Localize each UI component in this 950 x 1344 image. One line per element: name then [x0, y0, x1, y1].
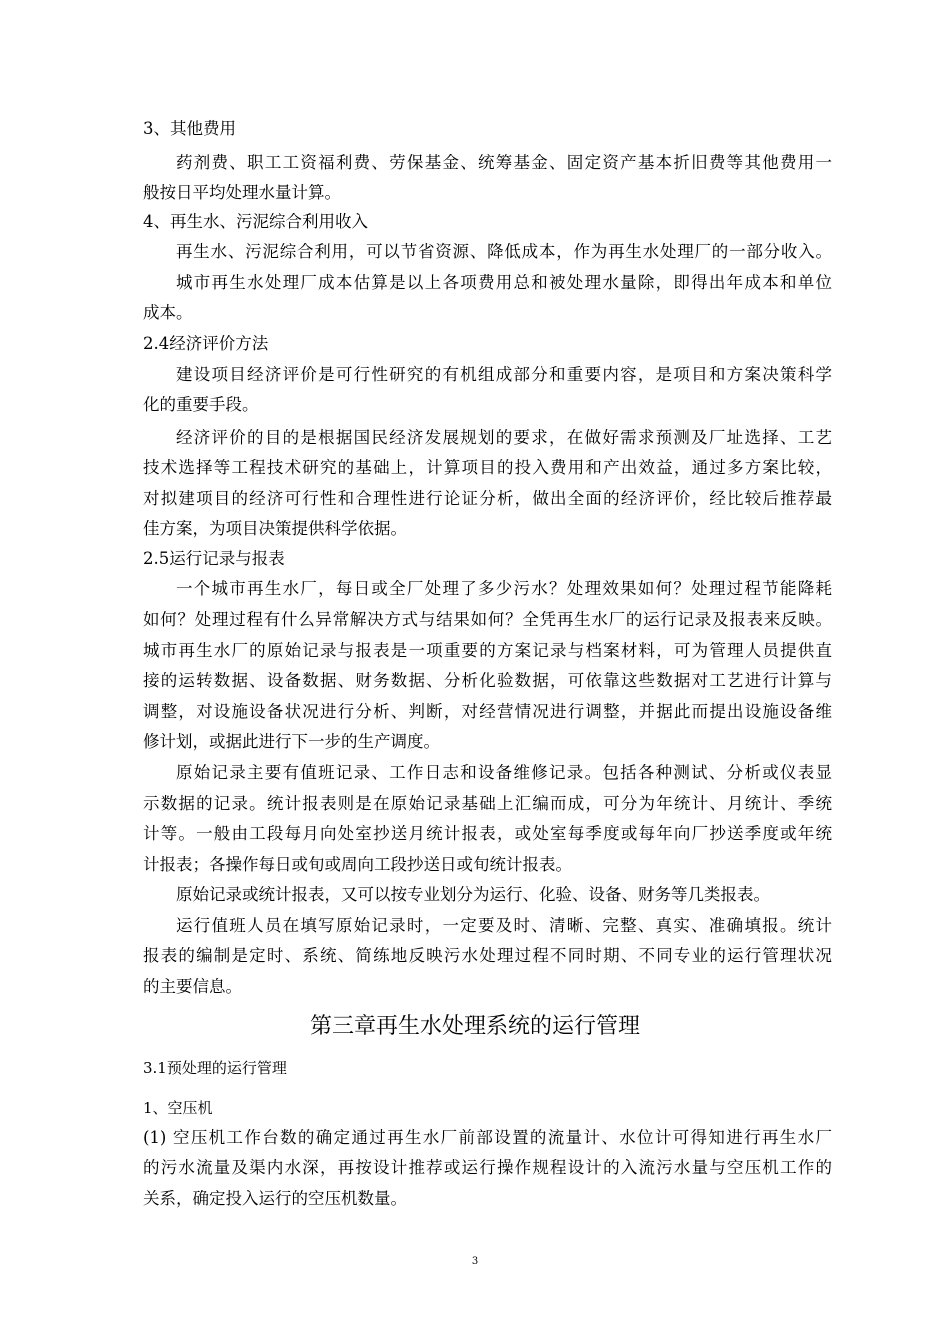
paragraph-line: 的污水流量及渠内水深，再按设计推荐或运行操作规程设计的入流污水量与空压机工作的 [143, 1158, 832, 1177]
paragraph-line: 一个城市再生水厂，每日或全厂处理了多少污水？处理效果如何？处理过程节能降耗 [176, 579, 832, 598]
section-heading: 2.4经济评价方法 [143, 334, 269, 353]
paragraph-line: 对拟建项目的经济可行性和合理性进行论证分析，做出全面的经济评价，经比较后推荐最 [143, 489, 832, 508]
paragraph-line: 接的运转数据、设备数据、财务数据、分析化验数据，可依靠这些数据对工艺进行计算与 [143, 671, 832, 690]
paragraph-line: 计报表；各操作每日或旬或周向工段抄送日或旬统计报表。 [143, 855, 572, 874]
paragraph-line: 建设项目经济评价是可行性研究的有机组成部分和重要内容，是项目和方案决策科学 [176, 365, 832, 384]
paragraph-line: 关系，确定投入运行的空压机数量。 [143, 1189, 407, 1208]
paragraph-line: 药剂费、职工工资福利费、劳保基金、统筹基金、固定资产基本折旧费等其他费用一 [176, 153, 832, 172]
paragraph-line: 修计划，或据此进行下一步的生产调度。 [143, 732, 440, 751]
paragraph-line: 技术选择等工程技术研究的基础上，计算项目的投入费用和产出效益，通过多方案比较， [143, 458, 832, 477]
paragraph-line: 经济评价的目的是根据国民经济发展规划的要求，在做好需求预测及厂址选择、工艺 [176, 428, 832, 447]
paragraph-line: 运行值班人员在填写原始记录时，一定要及时、清晰、完整、真实、准确填报。统计 [176, 916, 832, 935]
paragraph-line: 调整，对设施设备状况进行分析、判断，对经营情况进行调整，并据此而提出设施设备维 [143, 702, 832, 721]
paragraph-line: 报表的编制是定时、系统、简练地反映污水处理过程不同时期、不同专业的运行管理状况 [143, 946, 832, 965]
paragraph-line: 示数据的记录。统计报表则是在原始记录基础上汇编而成，可分为年统计、月统计、季统 [143, 794, 832, 813]
paragraph-line: 如何？处理过程有什么异常解决方式与结果如何？全凭再生水厂的运行记录及报表来反映。 [143, 610, 832, 629]
paragraph-line: 化的重要手段。 [143, 395, 259, 414]
chapter-title: 第三章再生水处理系统的运行管理 [309, 1014, 640, 1039]
section-heading: 3.1预处理的运行管理 [143, 1059, 287, 1077]
section-heading: 4、再生水、污泥综合利用收入 [143, 212, 368, 231]
paragraph-line: 城市再生水处理厂成本估算是以上各项费用总和被处理水量除，即得出年成本和单位 [176, 273, 832, 292]
paragraph-line: (1) 空压机工作台数的确定通过再生水厂前部设置的流量计、水位计可得知进行再生水厂 [143, 1128, 832, 1147]
paragraph-line: 计等。一般由工段每月向处室抄送月统计报表，或处室每季度或每年向厂抄送季度或年统 [143, 824, 832, 843]
paragraph-line: 城市再生水厂的原始记录与报表是一项重要的方案记录与档案材料，可为管理人员提供直 [143, 641, 832, 660]
page-number: 3 [471, 1256, 479, 1267]
paragraph-line: 的主要信息。 [143, 977, 242, 996]
paragraph-line: 原始记录或统计报表，又可以按专业划分为运行、化验、设备、财务等几类报表。 [176, 885, 770, 904]
subsection-heading: 1、空压机 [143, 1099, 213, 1117]
paragraph-line: 般按日平均处理水量计算。 [143, 183, 341, 202]
paragraph-line: 原始记录主要有值班记录、工作日志和设备维修记录。包括各种测试、分析或仪表显 [176, 763, 832, 782]
paragraph-line: 成本。 [143, 303, 193, 322]
paragraph-line: 佳方案，为项目决策提供科学依据。 [143, 519, 407, 538]
paragraph-line: 再生水、污泥综合利用，可以节省资源、降低成本，作为再生水处理厂的一部分收入。 [176, 242, 832, 261]
section-heading: 3、其他费用 [143, 119, 236, 138]
section-heading: 2.5运行记录与报表 [143, 549, 285, 568]
